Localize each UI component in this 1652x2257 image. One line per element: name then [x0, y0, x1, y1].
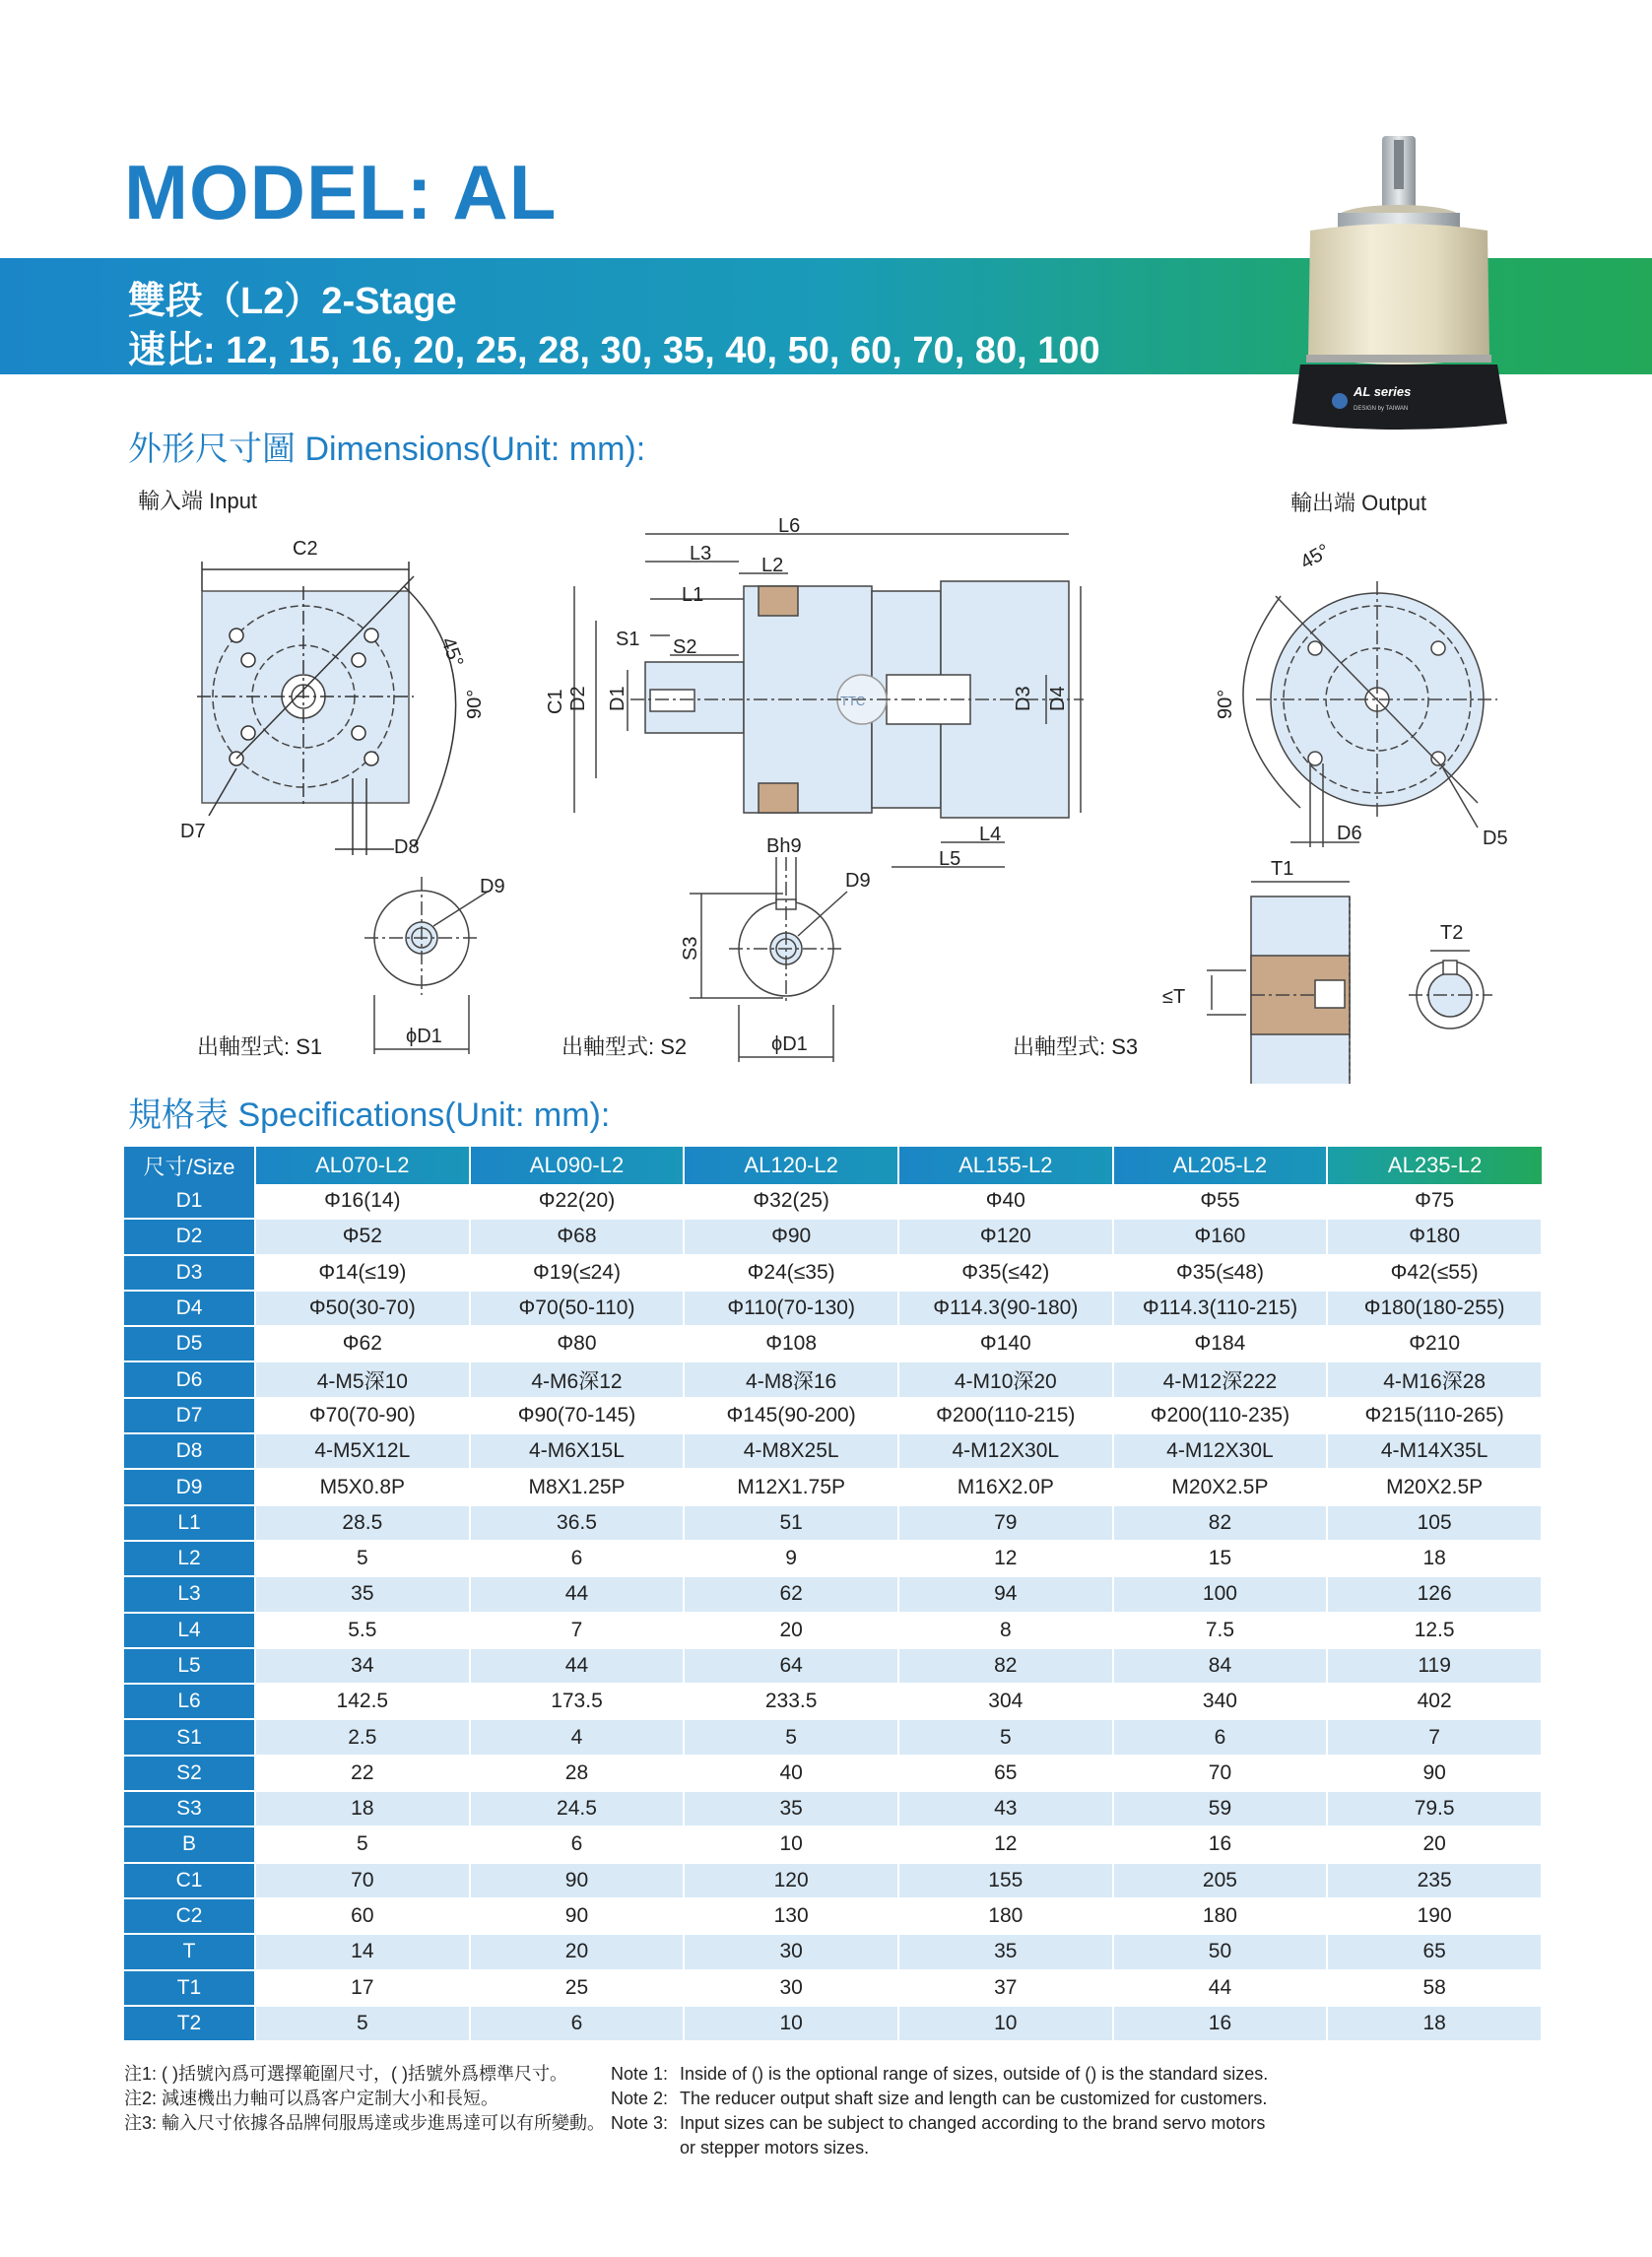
- table-cell: Φ22(20): [470, 1184, 685, 1219]
- table-cell: 2.5: [255, 1719, 470, 1755]
- table-cell: Φ145(90-200): [684, 1398, 898, 1433]
- row-label: D2: [124, 1219, 255, 1254]
- note-en-text: Input sizes can be subject to changed according to the brand servo motors: [680, 2113, 1266, 2133]
- table-cell: 119: [1327, 1648, 1542, 1684]
- table-cell: 62: [684, 1576, 898, 1612]
- note-cn: 注3: 輸入尺寸依據各品牌伺服馬達或步進馬達可以有所變動。: [124, 2113, 606, 2133]
- label-d8: D8: [394, 836, 420, 858]
- table-row: [124, 1433, 1542, 1469]
- table-cell: 5: [255, 1541, 470, 1576]
- table-cell: 304: [898, 1684, 1113, 1719]
- table-cell: 16: [1113, 2006, 1328, 2041]
- table-cell: 50: [1113, 1934, 1328, 1969]
- table-cell: 20: [1327, 1826, 1542, 1862]
- note-en-label: Note 1:: [611, 2064, 669, 2084]
- row-label: T: [124, 1934, 255, 1969]
- table-cell: 35: [255, 1576, 470, 1612]
- table-cell: Φ19(≤24): [470, 1255, 685, 1291]
- table-cell: 126: [1327, 1576, 1542, 1612]
- label-phid1b: ϕD1: [771, 1033, 808, 1055]
- stage-label: 雙段（L2）2-Stage: [128, 281, 457, 322]
- table-cell: 40: [684, 1756, 898, 1791]
- product-badge-sub: DESIGN by TAIWAN: [1354, 406, 1409, 412]
- note-en: [611, 2136, 1268, 2160]
- row-label: D8: [124, 1433, 255, 1469]
- label-d9a: D9: [480, 876, 505, 897]
- table-cell: 12: [898, 1826, 1113, 1862]
- table-cell: Φ35(≤48): [1113, 1255, 1328, 1291]
- note-en: [611, 2111, 1268, 2136]
- table-row: [124, 1684, 1542, 1719]
- label-90a: 90°: [464, 689, 486, 719]
- table-cell: 105: [1327, 1505, 1542, 1541]
- table-cell: 22: [255, 1756, 470, 1791]
- table-cell: 44: [470, 1576, 685, 1612]
- table-cell: 6: [470, 1826, 685, 1862]
- table-cell: 6: [470, 1541, 685, 1576]
- table-row: [124, 1613, 1542, 1648]
- table-cell: 10: [684, 1826, 898, 1862]
- table-cell: 4-M5深10: [255, 1361, 470, 1397]
- label-l4: L4: [979, 824, 1002, 845]
- row-label: D1: [124, 1184, 255, 1219]
- table-cell: 100: [1113, 1576, 1328, 1612]
- shaft-s1-caption: 出軸型式: S1: [197, 1034, 323, 1059]
- table-cell: 8: [898, 1613, 1113, 1648]
- label-l2: L2: [761, 555, 784, 576]
- table-cell: 4-M6X15L: [470, 1433, 685, 1469]
- label-ttc-logo: TTC: [840, 694, 866, 708]
- table-cell: M20X2.5P: [1327, 1469, 1542, 1504]
- table-cell: Φ32(25): [684, 1184, 898, 1219]
- table-cell: Φ200(110-235): [1113, 1398, 1328, 1433]
- note-en: [611, 2062, 1268, 2087]
- table-row: [124, 1826, 1542, 1862]
- table-cell: 5: [684, 1719, 898, 1755]
- table-cell: M12X1.75P: [684, 1469, 898, 1504]
- table-cell: 155: [898, 1863, 1113, 1898]
- table-cell: 20: [470, 1934, 685, 1969]
- label-45b: 45°: [1296, 540, 1334, 574]
- row-label: D6: [124, 1361, 255, 1397]
- row-label: C2: [124, 1898, 255, 1934]
- table-cell: 70: [1113, 1756, 1328, 1791]
- column-header: AL235-L2: [1327, 1147, 1542, 1184]
- row-label: B: [124, 1826, 255, 1862]
- table-row: [124, 1505, 1542, 1541]
- table-cell: 130: [684, 1898, 898, 1934]
- table-cell: 90: [470, 1863, 685, 1898]
- table-cell: 64: [684, 1648, 898, 1684]
- label-90b: 90°: [1215, 689, 1236, 719]
- table-cell: 235: [1327, 1863, 1542, 1898]
- table-cell: Φ180: [1327, 1219, 1542, 1254]
- column-header: AL090-L2: [470, 1147, 685, 1184]
- row-label: S1: [124, 1719, 255, 1755]
- table-row: [124, 2006, 1542, 2041]
- label-d1: D1: [607, 686, 628, 711]
- table-cell: Φ160: [1113, 1219, 1328, 1254]
- table-cell: Φ215(110-265): [1327, 1398, 1542, 1433]
- table-row: [124, 1898, 1542, 1934]
- table-cell: 205: [1113, 1863, 1328, 1898]
- label-d4: D4: [1047, 686, 1069, 711]
- notes-english: [611, 2062, 1268, 2160]
- table-cell: 10: [684, 2006, 898, 2041]
- table-cell: 10: [898, 2006, 1113, 2041]
- table-cell: Φ14(≤19): [255, 1255, 470, 1291]
- table-cell: 12.5: [1327, 1613, 1542, 1648]
- table-cell: Φ24(≤35): [684, 1255, 898, 1291]
- table-row: [124, 1361, 1542, 1397]
- table-cell: Φ52: [255, 1219, 470, 1254]
- table-row: [124, 1576, 1542, 1612]
- product-badge: AL series: [1354, 384, 1412, 399]
- table-cell: 34: [255, 1648, 470, 1684]
- row-label: T2: [124, 2006, 255, 2041]
- table-cell: 173.5: [470, 1684, 685, 1719]
- table-cell: 18: [255, 1791, 470, 1826]
- table-cell: Φ184: [1113, 1326, 1328, 1361]
- table-cell: 18: [1327, 1541, 1542, 1576]
- table-cell: 4-M12X30L: [1113, 1433, 1328, 1469]
- label-t2: T2: [1440, 922, 1464, 944]
- label-45a: 45°: [436, 634, 468, 671]
- table-cell: Φ180(180-255): [1327, 1291, 1542, 1326]
- output-view: [1243, 581, 1497, 847]
- label-t1: T1: [1271, 858, 1294, 880]
- table-cell: Φ16(14): [255, 1184, 470, 1219]
- row-label: L6: [124, 1684, 255, 1719]
- table-cell: 59: [1113, 1791, 1328, 1826]
- table-cell: Φ55: [1113, 1184, 1328, 1219]
- row-label: D5: [124, 1326, 255, 1361]
- table-row: [124, 1756, 1542, 1791]
- table-cell: 5.5: [255, 1613, 470, 1648]
- table-row: [124, 1219, 1542, 1254]
- table-cell: 6: [1113, 1719, 1328, 1755]
- table-cell: Φ120: [898, 1219, 1113, 1254]
- table-cell: Φ114.3(110-215): [1113, 1291, 1328, 1326]
- table-row: [124, 1648, 1542, 1684]
- column-header: AL205-L2: [1113, 1147, 1328, 1184]
- shaft-s3-view: [1207, 882, 1492, 1084]
- table-cell: 18: [1327, 2006, 1542, 2041]
- table-cell: Φ90: [684, 1219, 898, 1254]
- label-bh9: Bh9: [766, 835, 802, 857]
- table-row: [124, 1719, 1542, 1755]
- note-en-label: Note 2:: [611, 2089, 669, 2108]
- table-cell: 60: [255, 1898, 470, 1934]
- table-row: [124, 1934, 1542, 1969]
- table-cell: 90: [1327, 1756, 1542, 1791]
- table-row: [124, 1970, 1542, 2006]
- table-cell: 5: [255, 2006, 470, 2041]
- table-cell: 20: [684, 1613, 898, 1648]
- table-cell: 233.5: [684, 1684, 898, 1719]
- table-cell: 94: [898, 1576, 1113, 1612]
- column-header: AL120-L2: [684, 1147, 898, 1184]
- table-cell: 65: [898, 1756, 1113, 1791]
- table-cell: Φ114.3(90-180): [898, 1291, 1113, 1326]
- notes-chinese: [124, 2062, 605, 2136]
- table-cell: 28: [470, 1756, 685, 1791]
- page-title: MODEL: AL: [124, 149, 558, 235]
- row-label: C1: [124, 1863, 255, 1898]
- spec-table-body: [124, 1184, 1542, 2041]
- shaft-s2-caption: 出軸型式: S2: [562, 1034, 688, 1059]
- table-cell: 28.5: [255, 1505, 470, 1541]
- table-cell: 43: [898, 1791, 1113, 1826]
- table-cell: 12: [898, 1541, 1113, 1576]
- table-cell: Φ70(50-110): [470, 1291, 685, 1326]
- table-cell: 82: [898, 1648, 1113, 1684]
- table-row: [124, 1184, 1542, 1219]
- dimensions-heading: 外形尺寸圖 Dimensions(Unit: mm):: [128, 431, 646, 468]
- table-cell: 51: [684, 1505, 898, 1541]
- note-cn: 注1: ( )括號內爲可選擇範圍尺寸，( )括號外爲標準尺寸。: [124, 2064, 567, 2084]
- table-cell: 17: [255, 1970, 470, 2006]
- table-cell: 4-M12深222: [1113, 1361, 1328, 1397]
- table-cell: Φ140: [898, 1326, 1113, 1361]
- table-cell: Φ90(70-145): [470, 1398, 685, 1433]
- label-l6: L6: [778, 515, 801, 537]
- table-cell: 9: [684, 1541, 898, 1576]
- label-s1: S1: [616, 629, 640, 650]
- table-cell: M16X2.0P: [898, 1469, 1113, 1504]
- label-c2: C2: [293, 538, 318, 560]
- note-en-label: Note 3:: [611, 2113, 669, 2133]
- table-cell: 190: [1327, 1898, 1542, 1934]
- table-cell: 402: [1327, 1684, 1542, 1719]
- table-cell: 84: [1113, 1648, 1328, 1684]
- label-s3: S3: [680, 936, 701, 961]
- table-row: [124, 1326, 1542, 1361]
- note-en-text: Inside of () is the optional range of sizes, outside of () is the standard sizes.: [680, 2064, 1269, 2084]
- table-cell: 4-M6深12: [470, 1361, 685, 1397]
- table-cell: Φ62: [255, 1326, 470, 1361]
- table-cell: 7: [1327, 1719, 1542, 1755]
- table-cell: 4-M12X30L: [898, 1433, 1113, 1469]
- row-label: L2: [124, 1541, 255, 1576]
- row-label: L5: [124, 1648, 255, 1684]
- table-cell: 35: [898, 1934, 1113, 1969]
- dimension-drawing: [0, 0, 1652, 1084]
- note-cn: 注2: 減速機出力軸可以爲客户定制大小和長短。: [124, 2089, 499, 2108]
- table-cell: 142.5: [255, 1684, 470, 1719]
- table-cell: 15: [1113, 1541, 1328, 1576]
- table-cell: M20X2.5P: [1113, 1469, 1328, 1504]
- table-cell: Φ75: [1327, 1184, 1542, 1219]
- table-cell: 4-M16深28: [1327, 1361, 1542, 1397]
- table-cell: 180: [898, 1898, 1113, 1934]
- row-label: D9: [124, 1469, 255, 1504]
- shaft-s2-view: [690, 857, 847, 1062]
- table-row: [124, 1541, 1542, 1576]
- label-l1: L1: [682, 584, 704, 606]
- table-cell: 4-M10深20: [898, 1361, 1113, 1397]
- spec-table: [124, 1147, 1543, 2042]
- table-cell: Φ70(70-90): [255, 1398, 470, 1433]
- specs-heading: 規格表 Specifications(Unit: mm):: [128, 1096, 611, 1134]
- table-cell: 4-M14X35L: [1327, 1433, 1542, 1469]
- row-label: D3: [124, 1255, 255, 1291]
- table-cell: 16: [1113, 1826, 1328, 1862]
- table-cell: 180: [1113, 1898, 1328, 1934]
- label-d5: D5: [1483, 828, 1508, 849]
- table-cell: M8X1.25P: [470, 1469, 685, 1504]
- table-cell: Φ80: [470, 1326, 685, 1361]
- table-row: [124, 1398, 1542, 1433]
- table-cell: M5X0.8P: [255, 1469, 470, 1504]
- column-header: AL155-L2: [898, 1147, 1113, 1184]
- table-row: [124, 1863, 1542, 1898]
- row-label: T1: [124, 1970, 255, 2006]
- table-row: [124, 1791, 1542, 1826]
- table-cell: 30: [684, 1934, 898, 1969]
- table-cell: 44: [1113, 1970, 1328, 2006]
- table-cell: Φ42(≤55): [1327, 1255, 1542, 1291]
- table-cell: 70: [255, 1863, 470, 1898]
- table-cell: 30: [684, 1970, 898, 2006]
- table-cell: Φ110(70-130): [684, 1291, 898, 1326]
- note-en-text: The reducer output shaft size and length can be customized for customers.: [680, 2089, 1268, 2108]
- label-d6: D6: [1337, 823, 1362, 844]
- label-d9b: D9: [845, 870, 871, 892]
- table-header-row: [124, 1147, 1542, 1184]
- label-l5: L5: [939, 848, 961, 870]
- output-end-label: 輸出端 Output: [1290, 491, 1427, 515]
- table-cell: 36.5: [470, 1505, 685, 1541]
- note-en: [611, 2087, 1268, 2111]
- input-end-label: 輸入端 Input: [138, 489, 258, 513]
- table-cell: 7.5: [1113, 1613, 1328, 1648]
- table-cell: 79: [898, 1505, 1113, 1541]
- table-cell: 90: [470, 1898, 685, 1934]
- table-cell: 7: [470, 1613, 685, 1648]
- table-row: [124, 1469, 1542, 1504]
- table-cell: 44: [470, 1648, 685, 1684]
- table-cell: Φ50(30-70): [255, 1291, 470, 1326]
- table-cell: 35: [684, 1791, 898, 1826]
- side-view: [574, 534, 1084, 867]
- table-cell: Φ68: [470, 1219, 685, 1254]
- table-cell: 5: [898, 1719, 1113, 1755]
- table-cell: 37: [898, 1970, 1113, 2006]
- table-row: [124, 1291, 1542, 1326]
- table-cell: 24.5: [470, 1791, 685, 1826]
- label-d7: D7: [180, 821, 206, 842]
- input-view: [197, 562, 456, 855]
- row-label: S3: [124, 1791, 255, 1826]
- size-header: 尺寸/Size: [124, 1147, 255, 1184]
- table-cell: 14: [255, 1934, 470, 1969]
- table-cell: Φ210: [1327, 1326, 1542, 1361]
- shaft-s3-caption: 出軸型式: S3: [1013, 1034, 1139, 1059]
- table-cell: 65: [1327, 1934, 1542, 1969]
- row-label: D7: [124, 1398, 255, 1433]
- label-d3: D3: [1013, 686, 1034, 711]
- table-cell: 4-M8深16: [684, 1361, 898, 1397]
- label-d2: D2: [567, 686, 589, 711]
- row-label: L1: [124, 1505, 255, 1541]
- table-row: [124, 1255, 1542, 1291]
- table-cell: Φ108: [684, 1326, 898, 1361]
- label-l3: L3: [690, 543, 712, 564]
- table-cell: 340: [1113, 1684, 1328, 1719]
- row-label: L4: [124, 1613, 255, 1648]
- table-cell: 120: [684, 1863, 898, 1898]
- column-header: AL070-L2: [255, 1147, 470, 1184]
- table-cell: 58: [1327, 1970, 1542, 2006]
- table-cell: Φ35(≤42): [898, 1255, 1113, 1291]
- table-cell: 79.5: [1327, 1791, 1542, 1826]
- table-cell: Φ40: [898, 1184, 1113, 1219]
- table-cell: 6: [470, 2006, 685, 2041]
- label-t: ≤T: [1162, 986, 1186, 1008]
- table-cell: Φ200(110-215): [898, 1398, 1113, 1433]
- row-label: L3: [124, 1576, 255, 1612]
- note-en-text: or stepper motors sizes.: [680, 2138, 870, 2157]
- table-cell: 25: [470, 1970, 685, 2006]
- ratio-label: 速比: 12, 15, 16, 20, 25, 28, 30, 35, 40, 50, 60, 70, 80, 100: [128, 330, 1100, 371]
- table-cell: 4-M5X12L: [255, 1433, 470, 1469]
- table-cell: 82: [1113, 1505, 1328, 1541]
- label-s2: S2: [673, 636, 697, 658]
- table-cell: 4: [470, 1719, 685, 1755]
- row-label: S2: [124, 1756, 255, 1791]
- table-cell: 5: [255, 1826, 470, 1862]
- row-label: D4: [124, 1291, 255, 1326]
- label-c1: C1: [545, 689, 566, 714]
- label-phid1a: ϕD1: [406, 1026, 442, 1047]
- table-cell: 4-M8X25L: [684, 1433, 898, 1469]
